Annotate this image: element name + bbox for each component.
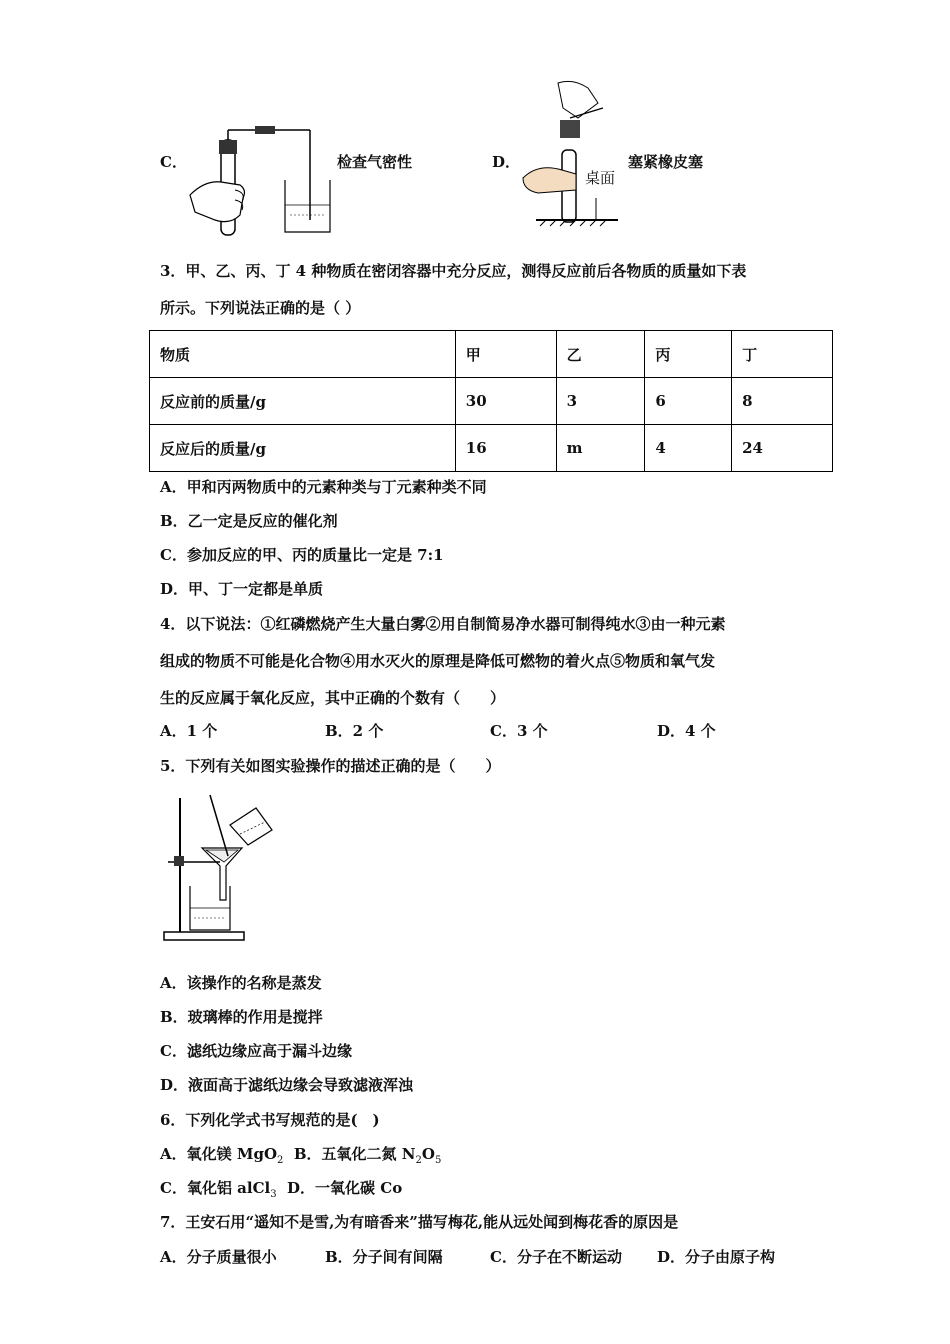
q6-option-b-subscript-2: 5 [434, 1155, 442, 1166]
table-cell: m [556, 425, 645, 472]
table-cell: 3 [556, 378, 645, 425]
q6-options-ab [160, 1144, 441, 1171]
q6-option-d: D．一氧化碳 Co [287, 1179, 403, 1197]
q4-option-d: D．4 个 [657, 722, 716, 740]
q7-option-a: A．分子质量很小 [160, 1248, 277, 1266]
q5-option-b: B．玻璃棒的作用是搅拌 [160, 1008, 323, 1026]
table-cell: 24 [732, 425, 833, 472]
table-cell: 反应后的质量/g [150, 425, 456, 472]
q7-options-row [160, 1246, 880, 1268]
q3-stem-line1: 3．甲、乙、丙、丁 4 种物质在密闭容器中充分反应，测得反应前后各物质的质量如下表 [160, 262, 747, 280]
header-cell: 甲 [455, 331, 556, 378]
fig-c-label: C． [160, 153, 187, 171]
q6-options-cd [160, 1178, 402, 1205]
q5-option-d: D．液面高于滤纸边缘会导致滤液浑浊 [160, 1076, 414, 1094]
q7-stem: 7．王安石用“遥知不是雪,为有暗香来”描写梅花,能从远处闻到梅花香的原因是 [160, 1213, 679, 1231]
q6-stem: 6．下列化学式书写规范的是( ) [160, 1111, 380, 1129]
q5-option-c: C．滤纸边缘应高于漏斗边缘 [160, 1042, 352, 1060]
fig-c-caption: 检查气密性 [337, 153, 413, 171]
table-row [150, 425, 833, 472]
q4-stem-line1: 4．以下说法：①红磷燃烧产生大量白雾②用自制简易净水器可制得纯水③由一种元素 [160, 615, 726, 633]
q4-stem-line3: 生的反应属于氧化反应，其中正确的个数有（ ） [160, 689, 506, 707]
q4-option-a: A．1 个 [160, 722, 218, 740]
header-cell: 乙 [556, 331, 645, 378]
q4-option-c: C．3 个 [490, 722, 548, 740]
q6-option-b: B．五氧化二氮 N [293, 1145, 416, 1163]
table-header-row [150, 331, 833, 378]
header-cell: 丁 [732, 331, 833, 378]
q3-mass-table [149, 330, 833, 472]
q4-stem-line2: 组成的物质不可能是化合物④用水灭火的原理是降低可燃物的着火点⑤物质和氧气发 [160, 652, 716, 670]
filtration-apparatus-figure [160, 790, 278, 945]
q4-option-b: B．2 个 [325, 722, 384, 740]
q7-option-d: D．分子由原子构 [657, 1248, 776, 1266]
table-cell: 8 [732, 378, 833, 425]
q6-option-c-subscript: 3 [270, 1189, 277, 1200]
q5-stem: 5．下列有关如图实验操作的描述正确的是（ ） [160, 757, 501, 775]
q3-option-a: A．甲和丙两物质中的元素种类与丁元素种类不同 [160, 478, 487, 496]
q3-option-b: B．乙一定是反应的催化剂 [160, 512, 338, 530]
q7-option-c: C．分子在不断运动 [490, 1248, 622, 1266]
header-cell: 物质 [150, 331, 456, 378]
table-cell: 反应前的质量/g [150, 378, 456, 425]
q6-option-a-subscript: 2 [277, 1155, 284, 1166]
q6-option-c: C．氧化铝 alCl [160, 1179, 271, 1197]
table-cell: 4 [645, 425, 732, 472]
q3-option-d: D．甲、丁一定都是单质 [160, 580, 324, 598]
q6-option-b-subscript-1: 2 [415, 1155, 422, 1166]
table-cell: 16 [455, 425, 556, 472]
table-cell: 6 [645, 378, 732, 425]
airtightness-apparatus-figure [185, 120, 335, 238]
q5-option-a: A．该操作的名称是蒸发 [160, 974, 322, 992]
q4-options-row [160, 720, 880, 742]
fig-d-label: D． [492, 153, 521, 171]
q7-option-b: B．分子间有间隔 [325, 1248, 443, 1266]
q3-stem-line2: 所示。下列说法正确的是（ ） [160, 299, 361, 317]
table-surface-label: 桌面 [585, 169, 616, 187]
q6-option-b-mid: O [421, 1145, 435, 1163]
q6-option-a: A．氧化镁 MgO [160, 1145, 278, 1163]
table-cell: 30 [455, 378, 556, 425]
header-cell: 丙 [645, 331, 732, 378]
fig-d-caption: 塞紧橡皮塞 [628, 153, 704, 171]
table-row [150, 378, 833, 425]
q3-option-c: C．参加反应的甲、丙的质量比一定是 7:1 [160, 546, 444, 564]
stopper-apparatus-figure [518, 78, 618, 230]
